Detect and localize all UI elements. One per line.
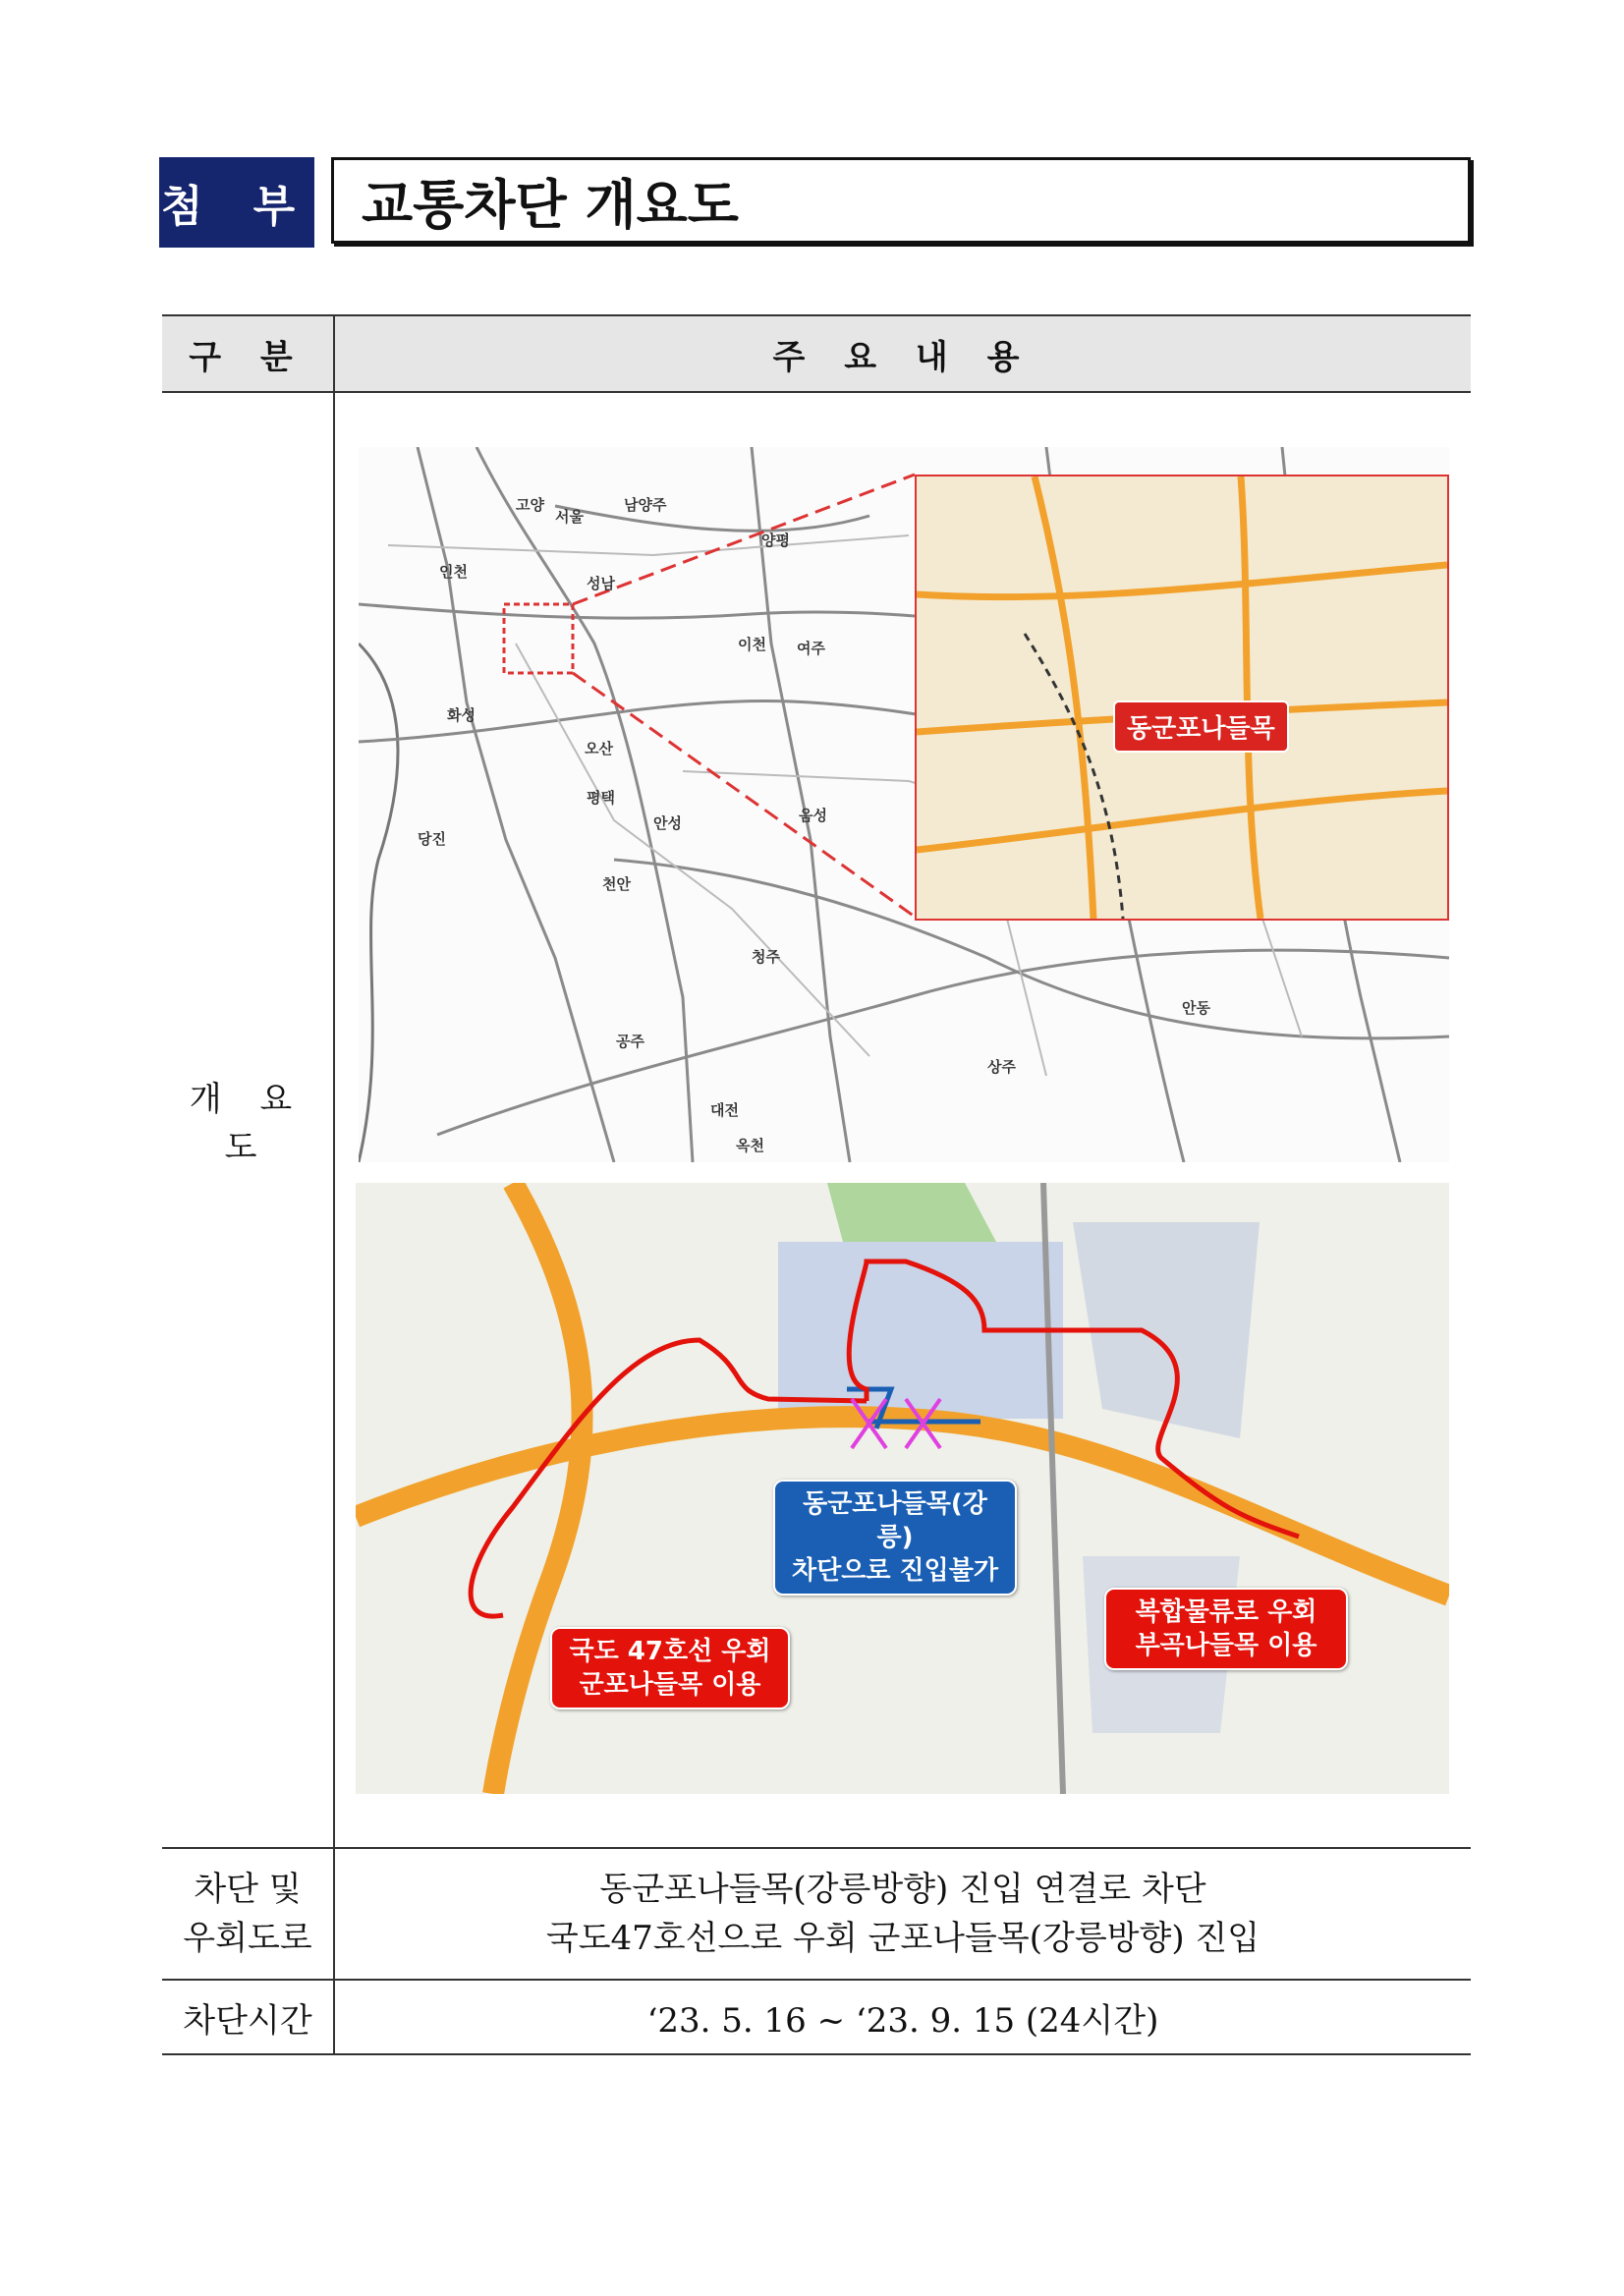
inset-zoom-map: [915, 475, 1449, 921]
city-label: 안성: [653, 814, 682, 832]
city-label: 평택: [587, 789, 615, 807]
closure-label-cell: [162, 1849, 335, 1979]
closure-label-line1: 차단 및: [194, 1870, 302, 1909]
detour-callout-right: [1104, 1588, 1348, 1670]
closure-content-line1: 동군포나들목(강릉방향) 진입 연결로 차단: [599, 1870, 1206, 1909]
city-label: 오산: [585, 740, 613, 757]
city-label: 공주: [616, 1033, 644, 1050]
time-label: 차단시간: [183, 2000, 312, 2041]
inset-location-label: 동군포나들목: [1113, 700, 1289, 753]
city-label: 당진: [418, 830, 446, 848]
detour-right-line2: 부곡나들목 이용: [1135, 1631, 1317, 1660]
detour-callout-left: [550, 1627, 790, 1709]
city-label: 안동: [1182, 999, 1210, 1017]
overview-map: [359, 447, 1449, 1162]
city-label: 남양주: [624, 496, 667, 514]
table-row-closure: [162, 1849, 1471, 1981]
table-header-row: [162, 314, 1471, 393]
city-label: 여주: [797, 640, 825, 657]
city-label: 음성: [799, 807, 827, 824]
detour-left-line1: 국도 47호선 우회: [569, 1637, 771, 1666]
header-category-cell: [162, 316, 335, 391]
city-label: 서울: [555, 508, 584, 526]
city-label: 청주: [752, 948, 780, 966]
closure-content-cell: [335, 1849, 1471, 1979]
closure-content-line2: 국도47호선으로 우회 군포나들목(강릉방향) 진입: [545, 1919, 1260, 1958]
city-label: 천안: [602, 875, 631, 893]
city-label: 고양: [516, 496, 544, 514]
city-label: 성남: [587, 575, 615, 592]
city-label: 화성: [447, 706, 476, 724]
city-label: 양평: [761, 532, 790, 549]
overview-label: 개 요 도: [189, 1080, 307, 1167]
closure-callout-line1: 동군포나들목(강릉): [803, 1489, 987, 1552]
time-label-cell: [162, 1981, 335, 2053]
inset-roads: [917, 476, 1447, 919]
header-category: 구 분: [189, 337, 307, 377]
city-label: 인천: [439, 563, 468, 581]
city-label: 상주: [987, 1058, 1016, 1076]
closure-callout-line2: 차단으로 진입불가: [792, 1556, 998, 1586]
table-row-time: [162, 1981, 1471, 2055]
overview-label-cell: [162, 393, 335, 1847]
page-title: 교통차단 개요도: [331, 157, 1471, 244]
time-content-cell: [335, 1981, 1471, 2053]
city-label: 대전: [710, 1101, 739, 1119]
header-content-cell: [335, 316, 1471, 391]
attachment-badge: 첨 부: [159, 157, 314, 248]
closure-label-line2: 우회도로: [183, 1919, 312, 1958]
city-label: 옥천: [736, 1137, 764, 1154]
closure-callout: [773, 1480, 1017, 1596]
detour-left-line2: 군포나들목 이용: [579, 1670, 761, 1700]
header-content: 주 요 내 용: [772, 337, 1034, 377]
city-label: 이천: [738, 636, 766, 653]
detour-right-line1: 복합물류로 우회: [1135, 1597, 1317, 1627]
time-content: ‘23. 5. 16 ~ ‘23. 9. 15 (24시간): [646, 2000, 1159, 2041]
detail-map: [356, 1183, 1449, 1794]
